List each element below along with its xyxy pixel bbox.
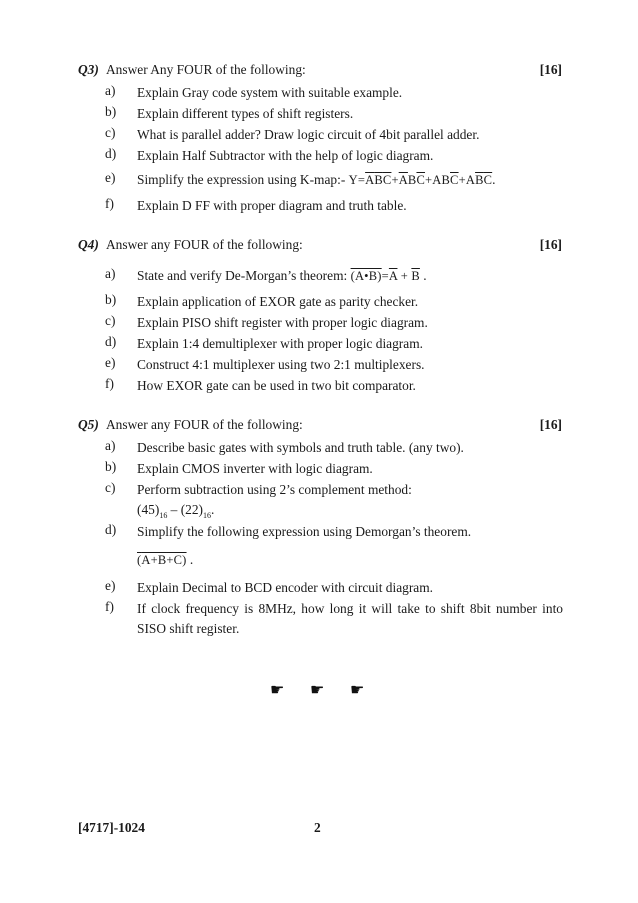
item-label: c) (105, 125, 116, 140)
item-label: d) (105, 334, 117, 349)
item-text (137, 266, 563, 286)
base-subscript: 16 (159, 511, 168, 520)
q4-marks: [16] (539, 237, 562, 252)
operand-a: (45) (137, 502, 160, 517)
item-label: c) (105, 313, 116, 328)
item-text: Explain PISO shift register with proper logic diagram. (137, 315, 428, 330)
item-text (137, 170, 563, 190)
item-label: e) (105, 578, 116, 593)
item-text-main: State and verify De-Morgan’s theorem: (137, 268, 351, 283)
q5-marks: [16] (539, 417, 562, 432)
item-label: e) (105, 355, 116, 370)
demorgan-simplify-expression: (A+B+C) . (137, 552, 194, 567)
item-text-main: Perform subtraction using 2’s complement method: (137, 482, 412, 497)
item-label: d) (105, 146, 117, 161)
item-label: b) (105, 104, 117, 119)
expr-lhs: Y= (348, 173, 366, 187)
item-text: Explain Half Subtractor with the help of logic diagram. (137, 148, 434, 163)
item-text (137, 480, 563, 522)
item-text (137, 522, 563, 570)
operand-b: – (22) (167, 502, 204, 517)
item-text: Describe basic gates with symbols and truth table. (any two). (137, 440, 464, 455)
item-label: a) (105, 438, 116, 453)
q5-instruction: Answer any FOUR of the following: (106, 417, 303, 432)
expr-end: . (211, 502, 215, 517)
pointing-hand-icon: ☛ (350, 682, 365, 699)
item-label: b) (105, 292, 117, 307)
item-label: a) (105, 83, 116, 98)
item-label: d) (105, 522, 117, 537)
expr-end: . (189, 552, 194, 567)
page-number: 2 (314, 820, 321, 835)
expr-end: . (423, 268, 427, 283)
q5-header (78, 417, 562, 435)
item-text-main: Simplify the expression using K-map:- (137, 172, 349, 187)
item-label: c) (105, 480, 116, 495)
item-label: a) (105, 266, 116, 281)
end-ornaments (270, 680, 370, 700)
demorgan-expression: $(A•B)=\overline{A} + \overline{B}$ (350, 269, 420, 283)
item-label: b) (105, 459, 117, 474)
item-text: Explain application of EXOR gate as parity checker. (137, 294, 419, 309)
item-text: Explain CMOS inverter with logic diagram. (137, 461, 373, 476)
item-text: If clock frequency is 8MHz, how long it will take to shift 8bit number into SISO shift register. (137, 601, 563, 636)
q3-marks: [16] (539, 62, 562, 77)
subtraction-expression (137, 502, 215, 520)
item-text: Explain 1:4 demultiplexer with proper logic diagram. (137, 336, 423, 351)
base-subscript: 16 (203, 511, 212, 520)
q3-number: Q3) (78, 62, 99, 77)
q5-number: Q5) (78, 417, 99, 432)
q3-instruction: Answer Any FOUR of the following: (106, 62, 306, 77)
pointing-hand-icon: ☛ (270, 682, 285, 699)
kmap-expression: $Y=\overline{A}\overline{B}\overline{C}+\overline{A}B\overline{C}+AB\overline{C}+A\overline{B}\overline{C}$ (348, 173, 493, 187)
item-label: f) (105, 376, 114, 391)
q3-header (78, 62, 562, 80)
pointing-hand-icon: ☛ (310, 682, 325, 699)
q4-header (78, 237, 562, 255)
item-label: f) (105, 599, 114, 614)
item-text: Explain Gray code system with suitable example. (137, 85, 403, 100)
item-label: e) (105, 170, 116, 185)
expr-end: . (492, 172, 496, 187)
item-text: What is parallel adder? Draw logic circuit of 4bit parallel adder. (137, 127, 480, 142)
item-text: Explain different types of shift registers. (137, 106, 354, 121)
item-text: Construct 4:1 multiplexer using two 2:1 multiplexers. (137, 357, 425, 372)
paper-code: [4717]-1024 (78, 820, 145, 835)
q4-number: Q4) (78, 237, 99, 252)
item-text: How EXOR gate can be used in two bit comparator. (137, 378, 416, 393)
item-text-main: Simplify the following expression using Demorgan’s theorem. (137, 524, 472, 539)
q4-instruction: Answer any FOUR of the following: (106, 237, 303, 252)
item-label: f) (105, 196, 114, 211)
item-text: Explain D FF with proper diagram and truth table. (137, 198, 407, 213)
item-text: Explain Decimal to BCD encoder with circuit diagram. (137, 580, 433, 595)
